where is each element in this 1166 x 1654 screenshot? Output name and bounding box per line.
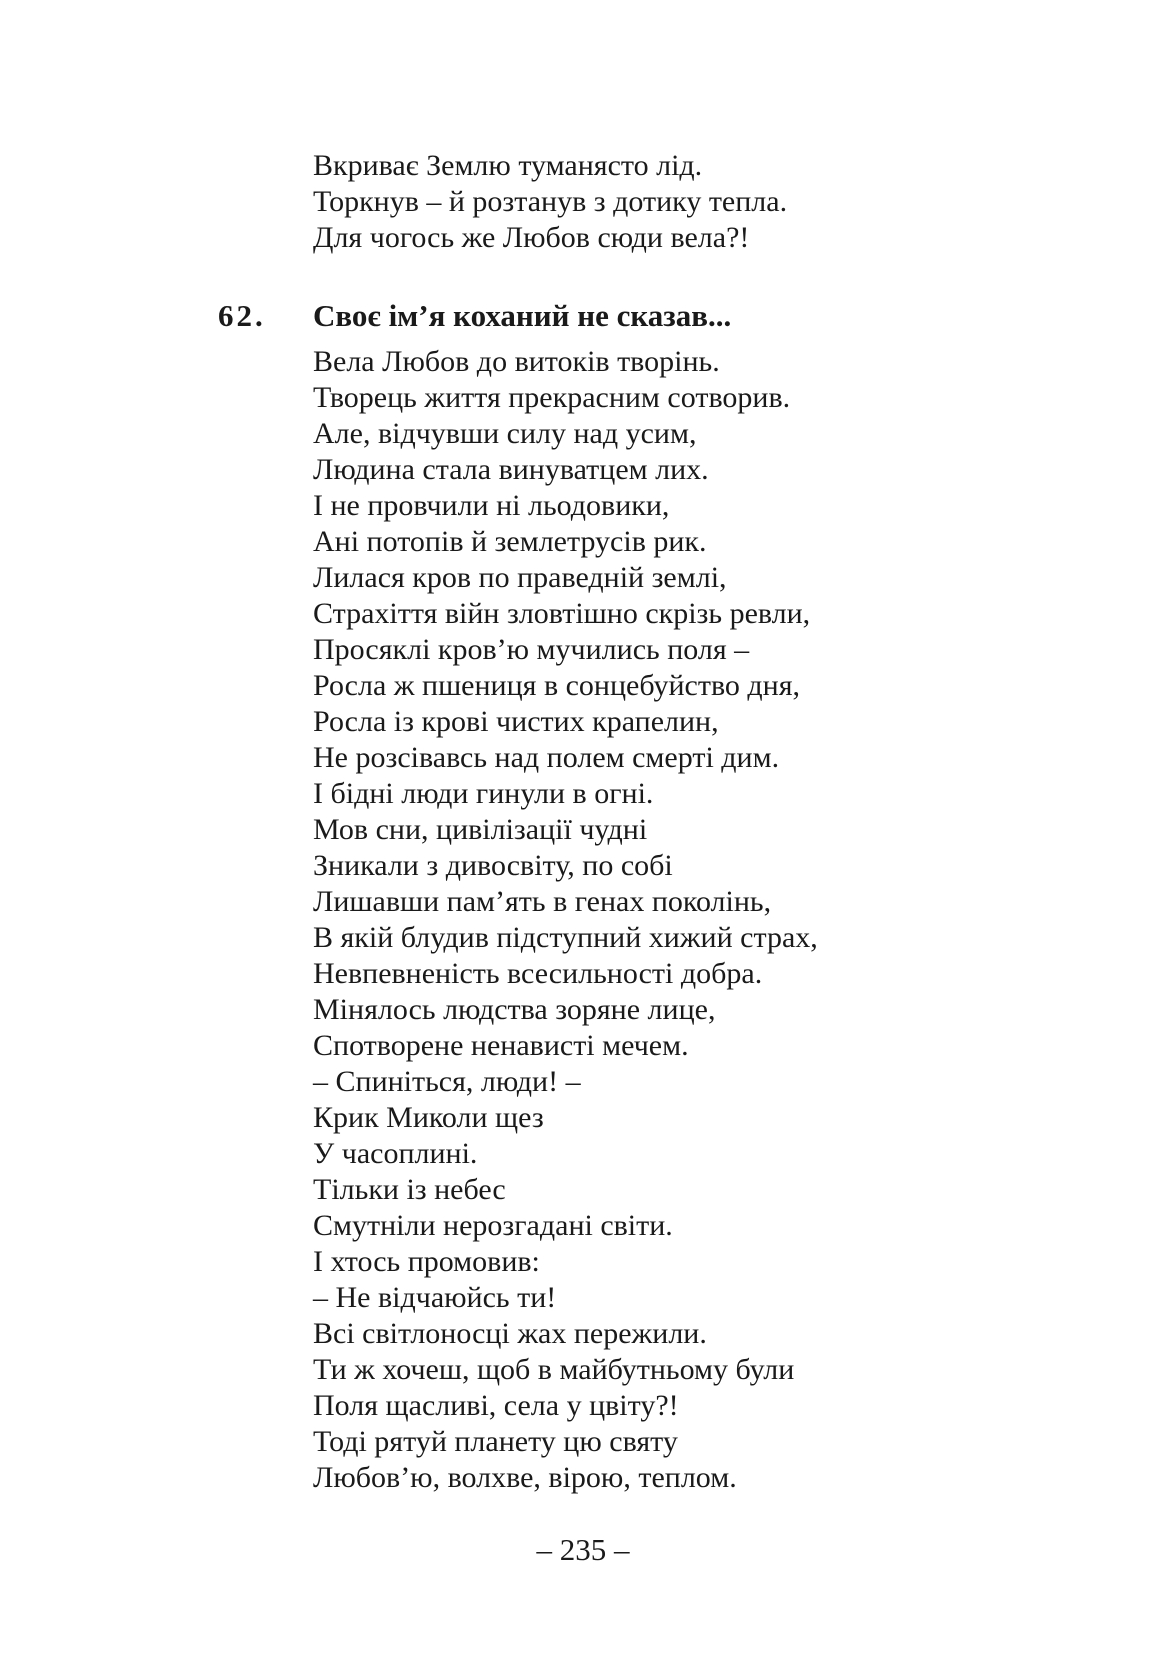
verse-line: Людина стала винуватцем лих. bbox=[313, 453, 709, 486]
verse-line: Росла із крові чистих крапелин, bbox=[313, 705, 719, 738]
verse-line: Торкнув – й розтанув з дотику тепла. bbox=[313, 185, 788, 218]
poem-number: 62. bbox=[218, 298, 266, 333]
poem-header bbox=[0, 296, 1166, 336]
verse-line: Зникали з дивосвіту, по собі bbox=[313, 849, 673, 882]
verse-line: Тоді рятуй планету цю святу bbox=[313, 1425, 678, 1458]
page-number: – 235 – bbox=[536, 1532, 630, 1567]
verse-line: Росла ж пшениця в сонцебуйство дня, bbox=[313, 669, 801, 702]
verse-line: Мов сни, цивілізації чудні bbox=[313, 813, 648, 846]
verse-line: Страхіття війн зловтішно скрізь ревли, bbox=[313, 597, 811, 630]
poem-body bbox=[313, 344, 818, 1496]
verse-line: Не розсівавсь над полем смерті дим. bbox=[313, 741, 780, 774]
verse-line: Смутніли нерозгадані світи. bbox=[313, 1209, 673, 1242]
previous-poem-ending bbox=[313, 148, 787, 256]
verse-line: Лишавши пам’ять в генах поколінь, bbox=[313, 885, 772, 918]
verse-line: І хтось промовив: bbox=[313, 1245, 540, 1278]
verse-line: І не провчили ні льодовики, bbox=[313, 489, 670, 522]
verse-line: Всі світлоносці жах пережили. bbox=[313, 1317, 707, 1350]
verse-line: – Не відчаюйсь ти! bbox=[313, 1281, 557, 1314]
verse-line: В якій блудив підступний хижий страх, bbox=[313, 921, 818, 954]
verse-line: Творець життя прекрасним сотворив. bbox=[313, 381, 791, 414]
verse-line: У часоплині. bbox=[313, 1137, 478, 1170]
verse-line: Але, відчувши силу над усим, bbox=[313, 417, 697, 450]
verse-line: Спотворене ненависті мечем. bbox=[313, 1029, 689, 1062]
verse-line: Невпевненість всесильності добра. bbox=[313, 957, 763, 990]
verse-line: Тільки із небес bbox=[313, 1173, 506, 1206]
verse-line: І бідні люди гинули в огні. bbox=[313, 777, 654, 810]
verse-line: Вкриває Землю туманясто лід. bbox=[313, 149, 703, 182]
verse-line: Мінялось людства зоряне лице, bbox=[313, 993, 716, 1026]
verse-line: Лилася кров по праведній землі, bbox=[313, 561, 727, 594]
verse-line: Ти ж хочеш, щоб в майбутньому були bbox=[313, 1353, 795, 1386]
verse-line: Крик Миколи щез bbox=[313, 1101, 544, 1134]
verse-line: Вела Любов до витоків творінь. bbox=[313, 345, 720, 378]
verse-line: Ані потопів й землетрусів рик. bbox=[313, 525, 707, 558]
verse-line: – Спиніться, люди! – bbox=[313, 1065, 581, 1098]
verse-line: Просяклі кров’ю мучились поля – bbox=[313, 633, 750, 666]
verse-line: Для чогось же Любов сюди вела?! bbox=[313, 221, 750, 254]
poem-title: Своє ім’я коханий не сказав... bbox=[313, 298, 732, 333]
verse-line: Поля щасливі, села у цвіту?! bbox=[313, 1389, 679, 1422]
verse-line: Любов’ю, волхве, вірою, теплом. bbox=[313, 1461, 737, 1494]
